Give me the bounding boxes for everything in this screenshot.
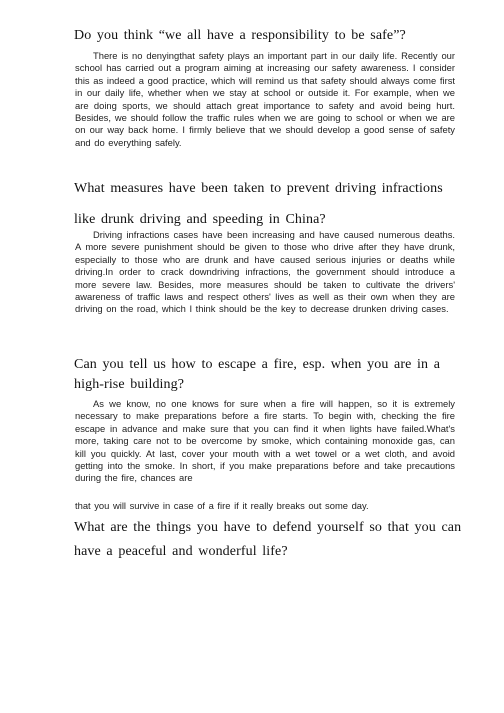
- answer-paragraph: [75, 229, 455, 316]
- question-heading: Can you tell us how to escape a fire, esp. when you are in a: [74, 357, 441, 372]
- question-heading: like drunk driving and speeding in China?: [74, 212, 326, 227]
- question-heading: What measures have been taken to prevent driving infractions: [74, 181, 443, 196]
- paragraph-text: As we know, no one knows for sure when a fire will happen, so it is extremely necessary to make preparations before a fire starts. To begin with, checking the fire escape in advance and make sure that you can find it when lights have failed.What's more, taking care not to be overcome by smoke, which containing monoxide gas, can kill you quickly. At last, cover your mouth with a wet towel or a wet cloth, and avoid getting into the smoke. In short, if you make preparations before and take precautions during the fire, chances are: [75, 398, 455, 484]
- paragraph-end: that you will survive in case of a fire if it really breaks out some day.: [75, 500, 369, 511]
- question-heading: high-rise building?: [74, 377, 185, 392]
- answer-paragraph: [75, 398, 455, 485]
- paragraph-text: Driving infractions cases have been increasing and have caused numerous deaths. A more severe punishment should be given to those who drive after they have drunk, especially to those who are drunk and have caused serious injuries or deaths while driving.In order to crack downdriving infractions, the government should introduce a more severe law. Besides, more measures should be taken to cultivate the drivers' awareness of traffic laws and respect others' lives as well as their own when they are driving on the road, which I think should be the key to decrease drunken driving cases.: [75, 229, 455, 315]
- paragraph-text: There is no denyingthat safety plays an important part in our daily life. Recently our school has carried out a program aiming at increasing our safety awareness. I consider this as indeed a good practice, which will remind us that safety should always come first in our daily life, whether when we stay at school or outside it. For example, when we are doing sports, we should attach great importance to safety and avoid being hurt. Besides, we should follow the traffic rules when we are going to school or when we are on our way back home. I firmly believe that we should develop a good sense of safety and do everything safely.: [75, 50, 455, 148]
- question-heading: What are the things you have to defend yourself so that you can: [74, 520, 462, 535]
- question-heading: have a peaceful and wonderful life?: [74, 544, 288, 559]
- answer-paragraph: [75, 50, 455, 149]
- question-heading: Do you think “we all have a responsibility to be safe”?: [74, 28, 406, 43]
